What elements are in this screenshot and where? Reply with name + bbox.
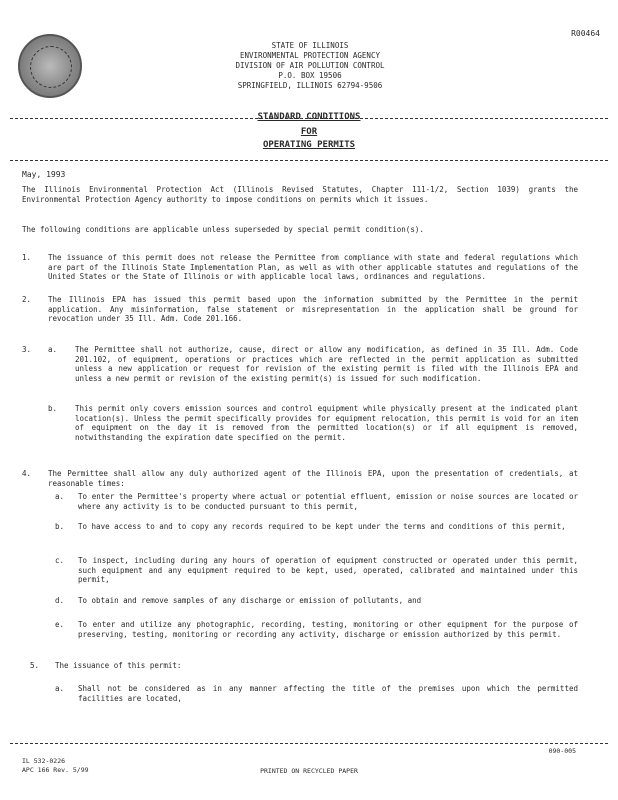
item-number: 1.: [22, 253, 32, 262]
recycled-paper-note: PRINTED ON RECYCLED PAPER: [260, 767, 358, 775]
agency-line: STATE OF ILLINOIS: [271, 41, 349, 50]
item-number: 3.: [22, 345, 32, 354]
footer-page-code: 090-005: [548, 747, 576, 755]
sub-item-letter: a.: [55, 684, 65, 693]
document-number: R00464: [571, 29, 600, 38]
agency-line: ENVIRONMENTAL PROTECTION AGENCY: [240, 51, 380, 60]
seal-inner-ring: [30, 46, 72, 88]
condition-item-4c: To inspect, including during any hours of operation of equipment constructed or operated under this permit, such equipment and any equipment required to be kept, used, operated, calibrated and maintained under this permit,: [78, 556, 578, 584]
intro-paragraph: The Illinois Environmental Protection Act (Illinois Revised Statutes, Chapter 111-1/2, Section 1039) grants the Environmental Protection Agency authority to impose conditions on permits which it issues.: [22, 185, 578, 204]
title-line-1: STANDARD CONDITIONS: [257, 112, 361, 122]
document-date: May, 1993: [22, 170, 66, 179]
item-number: 5.: [30, 661, 40, 670]
condition-item-4: The Permittee shall allow any duly authorized agent of the Illinois EPA, upon the presentation of credentials, at reasonable times:: [48, 469, 578, 488]
sub-item-letter: d.: [55, 596, 65, 605]
condition-item-3b: This permit only covers emission sources and control equipment while physically present at the indicated plant location(s). Unless the permit specifically provides for equipment relocation, this permit is void for an item of equipment on the day it is removed from the permitted location(s) or if all equipment is removed, notwithstanding the expiration date specified on the permit.: [75, 404, 578, 442]
condition-item-3a: The Permittee shall not authorize, cause, direct or allow any modification, as defined in 35 Ill. Adm. Code 201.102, of equipment, operations or practices which are reflected in the permit application as submitted unless a new application or request for revision of the existing permit is filed with the Illinois EPA and unless a new permit or revision of the existing permit(s) is issued for such modification.: [75, 345, 578, 383]
title-line-3: OPERATING PERMITS: [262, 140, 356, 150]
agency-line: DIVISION OF AIR POLLUTION CONTROL: [235, 61, 385, 70]
footer-form-number: IL 532-0226: [22, 757, 66, 765]
sub-item-letter: e.: [55, 620, 65, 629]
agency-line: SPRINGFIELD, ILLINOIS 62794-9506: [237, 81, 383, 90]
bottom-divider: [10, 743, 608, 744]
item-number: 2.: [22, 295, 32, 304]
condition-item-4b: To have access to and to copy any records required to be kept under the terms and conditions of this permit,: [78, 522, 566, 531]
item-number: 4.: [22, 469, 32, 478]
sub-item-letter: b.: [48, 404, 58, 413]
sub-item-letter: b.: [55, 522, 65, 531]
title-line-2: FOR: [300, 127, 318, 137]
sub-item-letter: a.: [55, 492, 65, 501]
sub-item-letter: c.: [55, 556, 65, 565]
condition-item-4e: To enter and utilize any photographic, recording, testing, monitoring or other equipment for the purpose of preserving, testing, monitoring or recording any activity, discharge or emission authorized by this permit.: [78, 620, 578, 639]
state-seal-icon: [18, 34, 82, 98]
condition-item-1: The issuance of this permit does not release the Permittee from compliance with state and federal regulations which are part of the Illinois State Implementation Plan, as well as with other applicable statutes and regulations of the United States or the State of Illinois or with applicable local laws, ordinances and regulations.: [48, 253, 578, 281]
sub-item-letter: a.: [48, 345, 58, 354]
intro-paragraph-2: The following conditions are applicable unless superseded by special permit condition(s).: [22, 225, 424, 234]
condition-item-4a: To enter the Permittee's property where actual or potential effluent, emission or noise sources are located or where any activity is to be conducted pursuant to this permit,: [78, 492, 578, 511]
footer-revision: APC 166 Rev. 5/99: [22, 766, 89, 774]
condition-item-5a: Shall not be considered as in any manner affecting the title of the premises upon which the permitted facilities are located,: [78, 684, 578, 703]
condition-item-5: The issuance of this permit:: [55, 661, 182, 670]
agency-line: P.O. BOX 19506: [278, 71, 342, 80]
agency-address-block: [190, 41, 430, 91]
condition-item-4d: To obtain and remove samples of any discharge or emission of pollutants, and: [78, 596, 422, 605]
condition-item-2: The Illinois EPA has issued this permit based upon the information submitted by the Permittee in the permit application. Any misinformation, false statement or misrepresentation in the application shall be ground for revocation under 35 Ill. Adm. Code 201.166.: [48, 295, 578, 323]
title-bottom-divider: [10, 160, 608, 161]
